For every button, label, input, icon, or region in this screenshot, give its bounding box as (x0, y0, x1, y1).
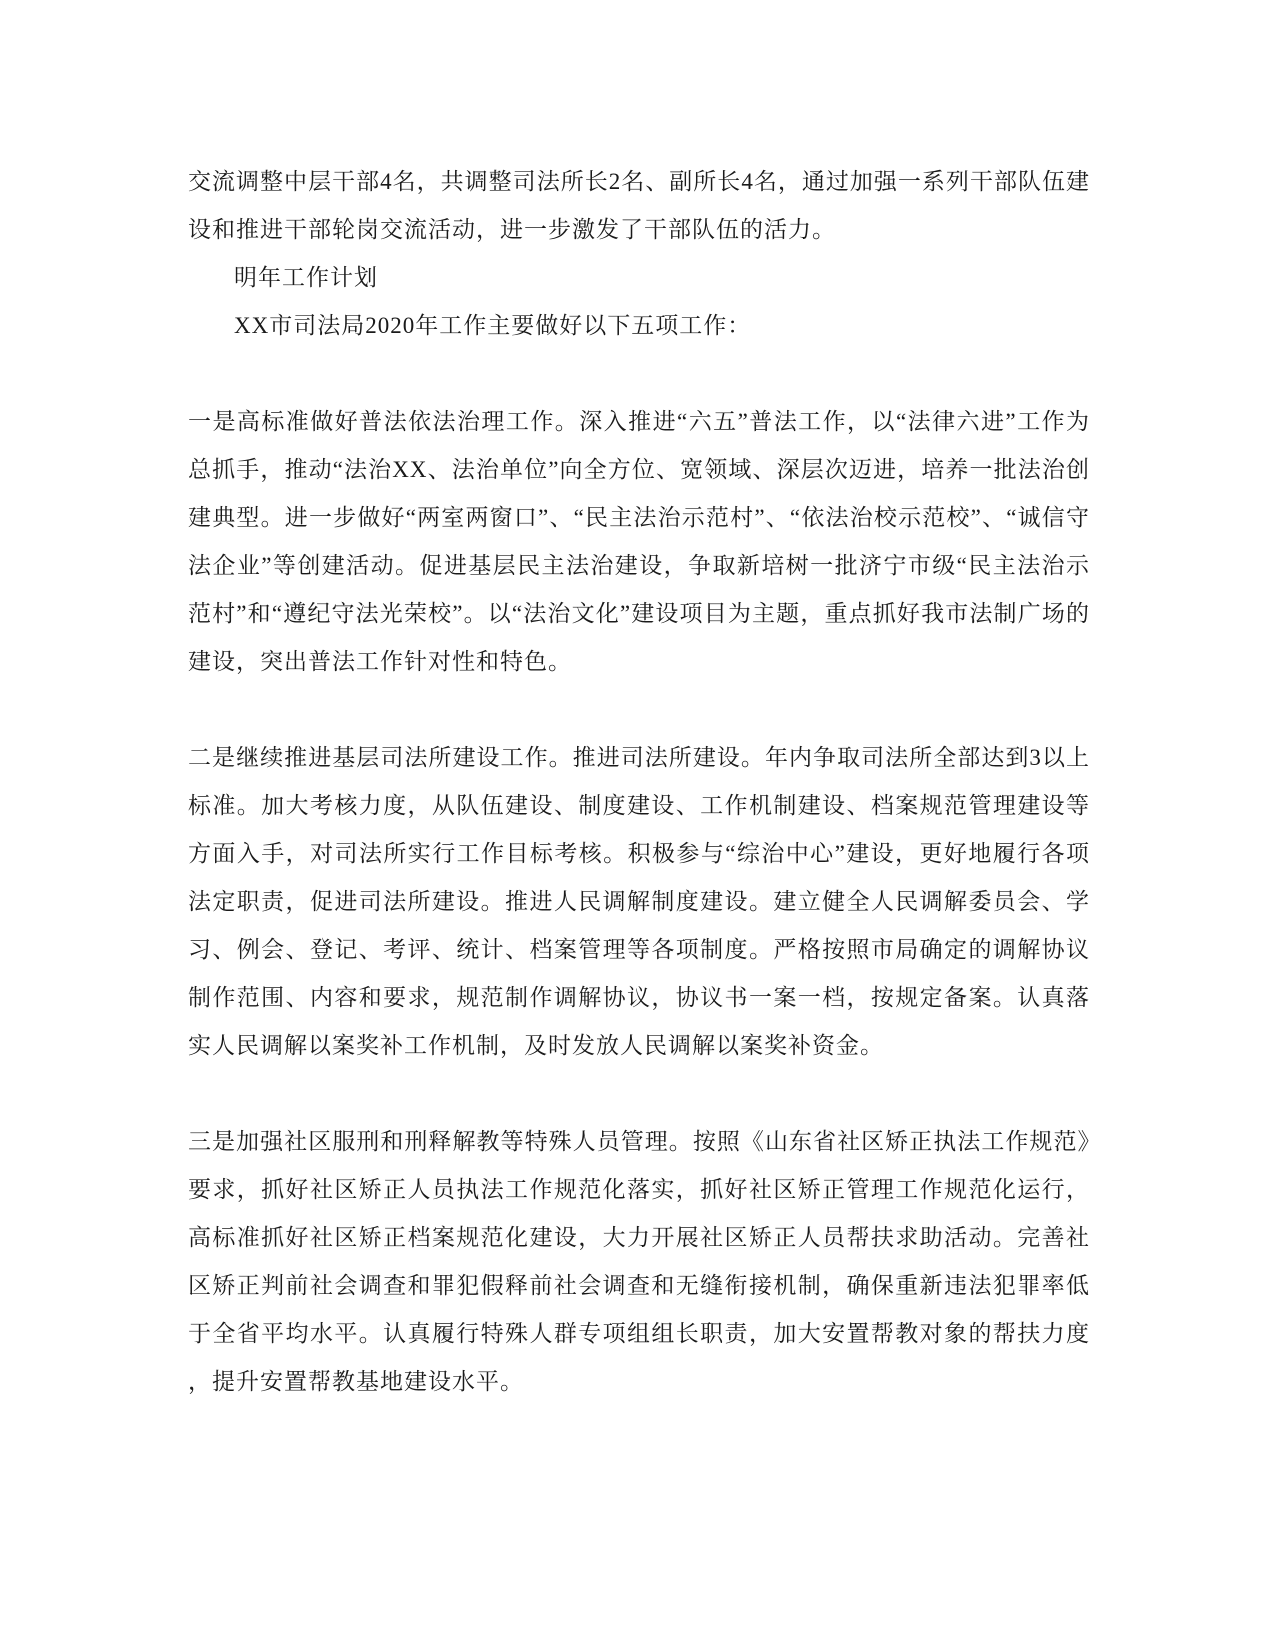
document-paragraph: 交流调整中层干部4名，共调整司法所长2名、副所长4名，通过加强一系列干部队伍建设和推进干部轮岗交流活动，进一步激发了干部队伍的活力。 (188, 169, 1090, 242)
document-paragraph: 二是继续推进基层司法所建设工作。推进司法所建设。年内争取司法所全部达到3以上标准。加大考核力度，从队伍建设、制度建设、工作机制建设、档案规范管理建设等方面入手，对司法所实行工作目标考核。积极参与“综治中心”建设，更好地履行各项法定职责，促进司法所建设。推进人民调解制度建设。建立健全人民调解委员会、学习、例会、登记、考评、统计、档案管理等各项制度。严格按照市局确定的调解协议制作范围、内容和要求，规范制作调解协议，协议书一案一档，按规定备案。认真落实人民调解以案奖补工作机制，及时发放人民调解以案奖补资金。 (188, 745, 1090, 1058)
document-paragraph: 一是高标准做好普法依法治理工作。深入推进“六五”普法工作，以“法律六进”工作为总抓手，推动“法治XX、法治单位”向全方位、宽领域、深层次迈进，培养一批法治创建典型。进一步做好“两室两窗口”、“民主法治示范村”、“依法治校示范校”、“诚信守法企业”等创建活动。促进基层民主法治建设，争取新培树一批济宁市级“民主法治示范村”和“遵纪守法光荣校”。以“法治文化”建设项目为主题，重点抓好我市法制广场的建设，突出普法工作针对性和特色。 (188, 409, 1090, 674)
document-page (188, 158, 1090, 1406)
document-paragraph: 三是加强社区服刑和刑释解教等特殊人员管理。按照《山东省社区矫正执法工作规范》要求，抓好社区矫正人员执法工作规范化落实，抓好社区矫正管理工作规范化运行，高标准抓好社区矫正档案规范化建设，大力开展社区矫正人员帮扶求助活动。完善社区矫正判前社会调查和罪犯假释前社会调查和无缝衔接机制，确保重新违法犯罪率低于全省平均水平。认真履行特殊人群专项组组长职责，加大安置帮教对象的帮扶力度，提升安置帮教基地建设水平。 (188, 1129, 1090, 1394)
document-paragraph: 明年工作计划 (234, 265, 378, 290)
document-body (188, 158, 1090, 1406)
document-paragraph: XX市司法局2020年工作主要做好以下五项工作： (234, 313, 752, 338)
